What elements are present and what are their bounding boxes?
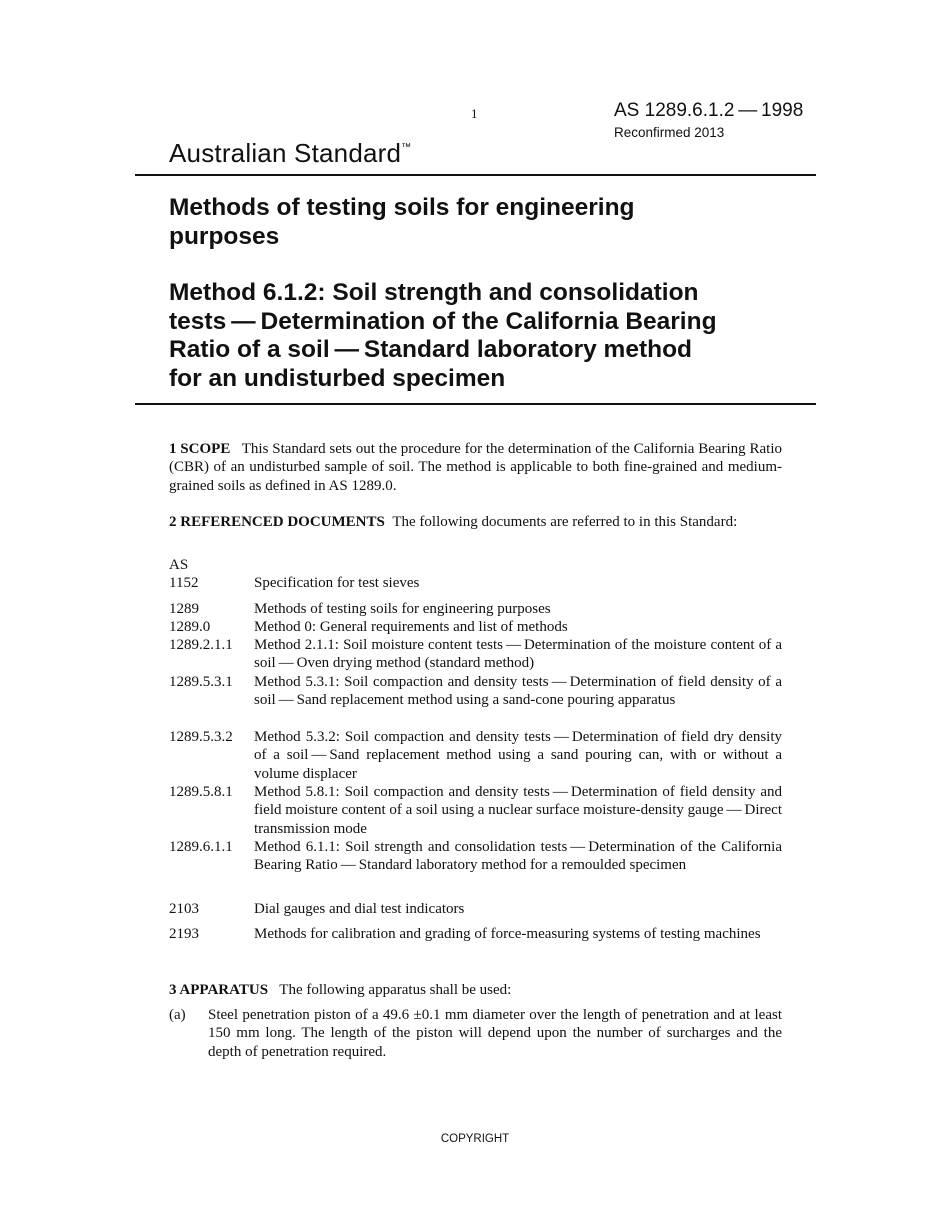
apparatus-item-label: (a) [169,1007,186,1023]
brand-title [169,138,411,169]
reference-description: Specification for test sieves [254,575,420,591]
reference-code: 1289 [169,601,199,617]
reference-code: 2103 [169,901,199,917]
brand-name: Australian Standard [169,138,402,168]
method-title-line: Method 6.1.2: Soil strength and consolidation [169,279,699,306]
document-title [169,194,809,251]
reference-description: Method 5.8.1: Soil compaction and density tests — Determination of field density and field moisture content of a soil using a nuclear surface moisture-density gauge — Direct transmission mode [254,784,782,837]
reference-code: 1152 [169,575,199,591]
method-title-line: for an undisturbed specimen [169,364,506,392]
copyright-footer: COPYRIGHT [440,1133,510,1145]
method-title-line: tests — Determination of the California Bearing [169,307,717,335]
reference-code: 1289.5.3.2 [169,729,233,745]
reconfirmed-note: Reconfirmed 2013 [614,125,725,140]
trademark-symbol: ™ [401,142,412,153]
apparatus-heading: 3 APPARATUS [169,982,269,998]
page-number: 1 [471,106,478,121]
referenced-documents-intro: The following documents are referred to in this Standard: [392,514,738,530]
reference-code: 2193 [169,926,199,942]
reference-code: 1289.6.1.1 [169,839,233,855]
reference-description: Dial gauges and dial test indicators [254,901,465,917]
reference-description: Method 0: General requirements and list of methods [254,619,568,635]
standard-number: AS 1289.6.1.2 — 1998 [614,100,804,121]
reference-code: 1289.5.8.1 [169,784,233,800]
reference-description: Method 6.1.1: Soil strength and consolidation tests — Determination of the California Bearing Ratio — Standard laboratory method for a remoulded specimen [254,839,782,874]
scope-text: This Standard sets out the procedure for the determination of the California Bearing Ratio (CBR) of an undisturbed sample of soil. The method is applicable to both fine-grained and medium-grained soils as defined in AS 1289.0. [169,441,782,494]
apparatus-section [169,981,782,999]
reference-code: 1289.2.1.1 [169,637,233,653]
reference-description: Method 5.3.2: Soil compaction and density tests — Determination of field dry density of a soil — Sand replacement method using a sand pouring can, with or without a volume displacer [254,729,782,782]
apparatus-intro: The following apparatus shall be used: [279,982,512,998]
scope-section [169,440,782,495]
method-title [169,279,809,393]
apparatus-item-text: Steel penetration piston of a 49.6 ±0.1 mm diameter over the length of penetration and at least 150 mm long. The length of the piston will depend upon the number of surcharges and the depth of penetration required. [208,1007,782,1060]
reference-description: Method 2.1.1: Soil moisture content tests — Determination of the moisture content of a soil — Oven drying method (standard method) [254,637,782,672]
bottom-rule [135,403,816,405]
reference-code: 1289.0 [169,619,211,635]
referenced-documents-section [169,513,782,531]
top-rule [135,174,816,176]
reference-prefix-label: AS [169,557,189,573]
method-title-line: Ratio of a soil — Standard laboratory method [169,336,693,363]
reference-description: Methods for calibration and grading of force-measuring systems of testing machines [254,926,761,942]
title-line: Methods of testing soils for engineering [169,194,635,221]
referenced-documents-heading: 2 REFERENCED DOCUMENTS [169,514,385,530]
reference-description: Methods of testing soils for engineering purposes [254,601,551,617]
reference-code: 1289.5.3.1 [169,674,233,690]
title-line: purposes [169,222,280,250]
scope-heading: 1 SCOPE [169,441,231,457]
reference-description: Method 5.3.1: Soil compaction and density tests — Determination of field density of a soil — Sand replacement method using a sand-cone pouring apparatus [254,674,782,709]
